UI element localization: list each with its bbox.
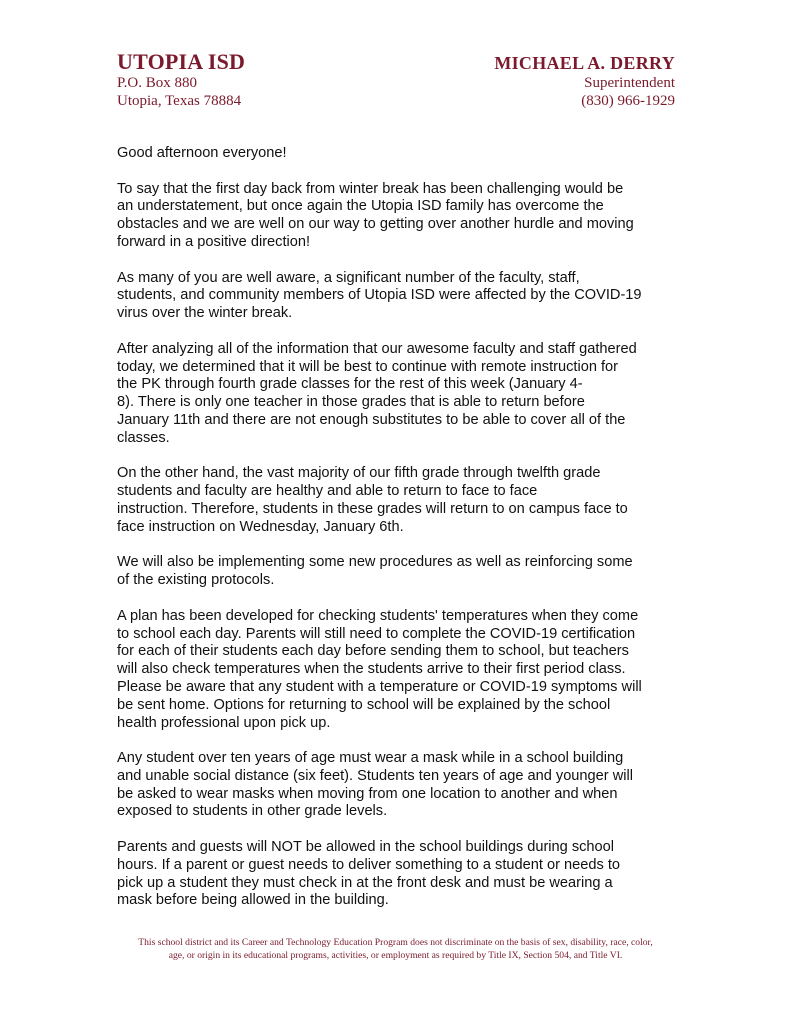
- letter-paragraph: Any student over ten years of age must wear a mask while in a school building and unable social distance (six feet). Students ten years of age and younger will be asked to wear masks when moving from one location to another and when exposed to students in other grade levels.: [117, 750, 633, 820]
- letter-paragraph: On the other hand, the vast majority of our fifth grade through twelfth grade students and faculty are healthy and able to return to face to face instruction. Therefore, students in these grades will return to on campus face to face instruction on Wednesday, January 6th.: [117, 465, 628, 535]
- superintendent-phone: (830) 966-1929: [581, 93, 675, 109]
- letter-paragraph: Good afternoon everyone!: [117, 145, 287, 161]
- letter-paragraph: We will also be implementing some new procedures as well as reinforcing some of the existing protocols.: [117, 554, 633, 589]
- letterhead-district: [117, 50, 245, 110]
- superintendent-title: Superintendent: [584, 75, 675, 91]
- district-city-state: Utopia, Texas 78884: [117, 93, 242, 109]
- letterhead-superintendent: [494, 52, 675, 110]
- letter-paragraph: Parents and guests will NOT be allowed in the school buildings during school hours. If a parent or guest needs to deliver something to a student or needs to pick up a student they must check in at the front desk and must be wearing a mask before being allowed in the building.: [117, 839, 620, 909]
- letter-paragraph: After analyzing all of the information that our awesome faculty and staff gathered today, we determined that it will be best to continue with remote instruction for the PK through fourth grade classes for the rest of this week (January 4- 8). There is only one teacher in those grades that is able to return before January 11th and there are not enough substitutes to be able to cover all of the classes.: [117, 340, 637, 446]
- superintendent-name: MICHAEL A. DERRY: [494, 53, 675, 73]
- nondiscrimination-footer: This school district and its Career and Technology Education Program does not discriminate on the basis of sex, disability, race, color, age, or origin in its educational programs, activities, or employment as required by Title IX, Section 504, and Title VI.: [138, 937, 653, 961]
- letter-paragraph: A plan has been developed for checking students' temperatures when they come to school each day. Parents will still need to complete the COVID-19 certification for each of their students each day before sending them to school, but teachers will also check temperatures when the students arrive to their first period class. Please be aware that any student with a temperature or COVID-19 symptoms will be sent home. Options for returning to school will be explained by the school health professional upon pick up.: [117, 607, 642, 731]
- district-po-box: P.O. Box 880: [117, 75, 198, 91]
- letter-paragraph: To say that the first day back from winter break has been challenging would be an understatement, but once again the Utopia ISD family has overcome the obstacles and we are well on our way to getting over another hurdle and moving forward in a positive direction!: [117, 180, 634, 250]
- district-name: UTOPIA ISD: [117, 49, 246, 74]
- letter-paragraph: As many of you are well aware, a significant number of the faculty, staff, students, and community members of Utopia ISD were affected by the COVID-19 virus over the winter break.: [117, 269, 642, 322]
- letter-body: [117, 145, 682, 928]
